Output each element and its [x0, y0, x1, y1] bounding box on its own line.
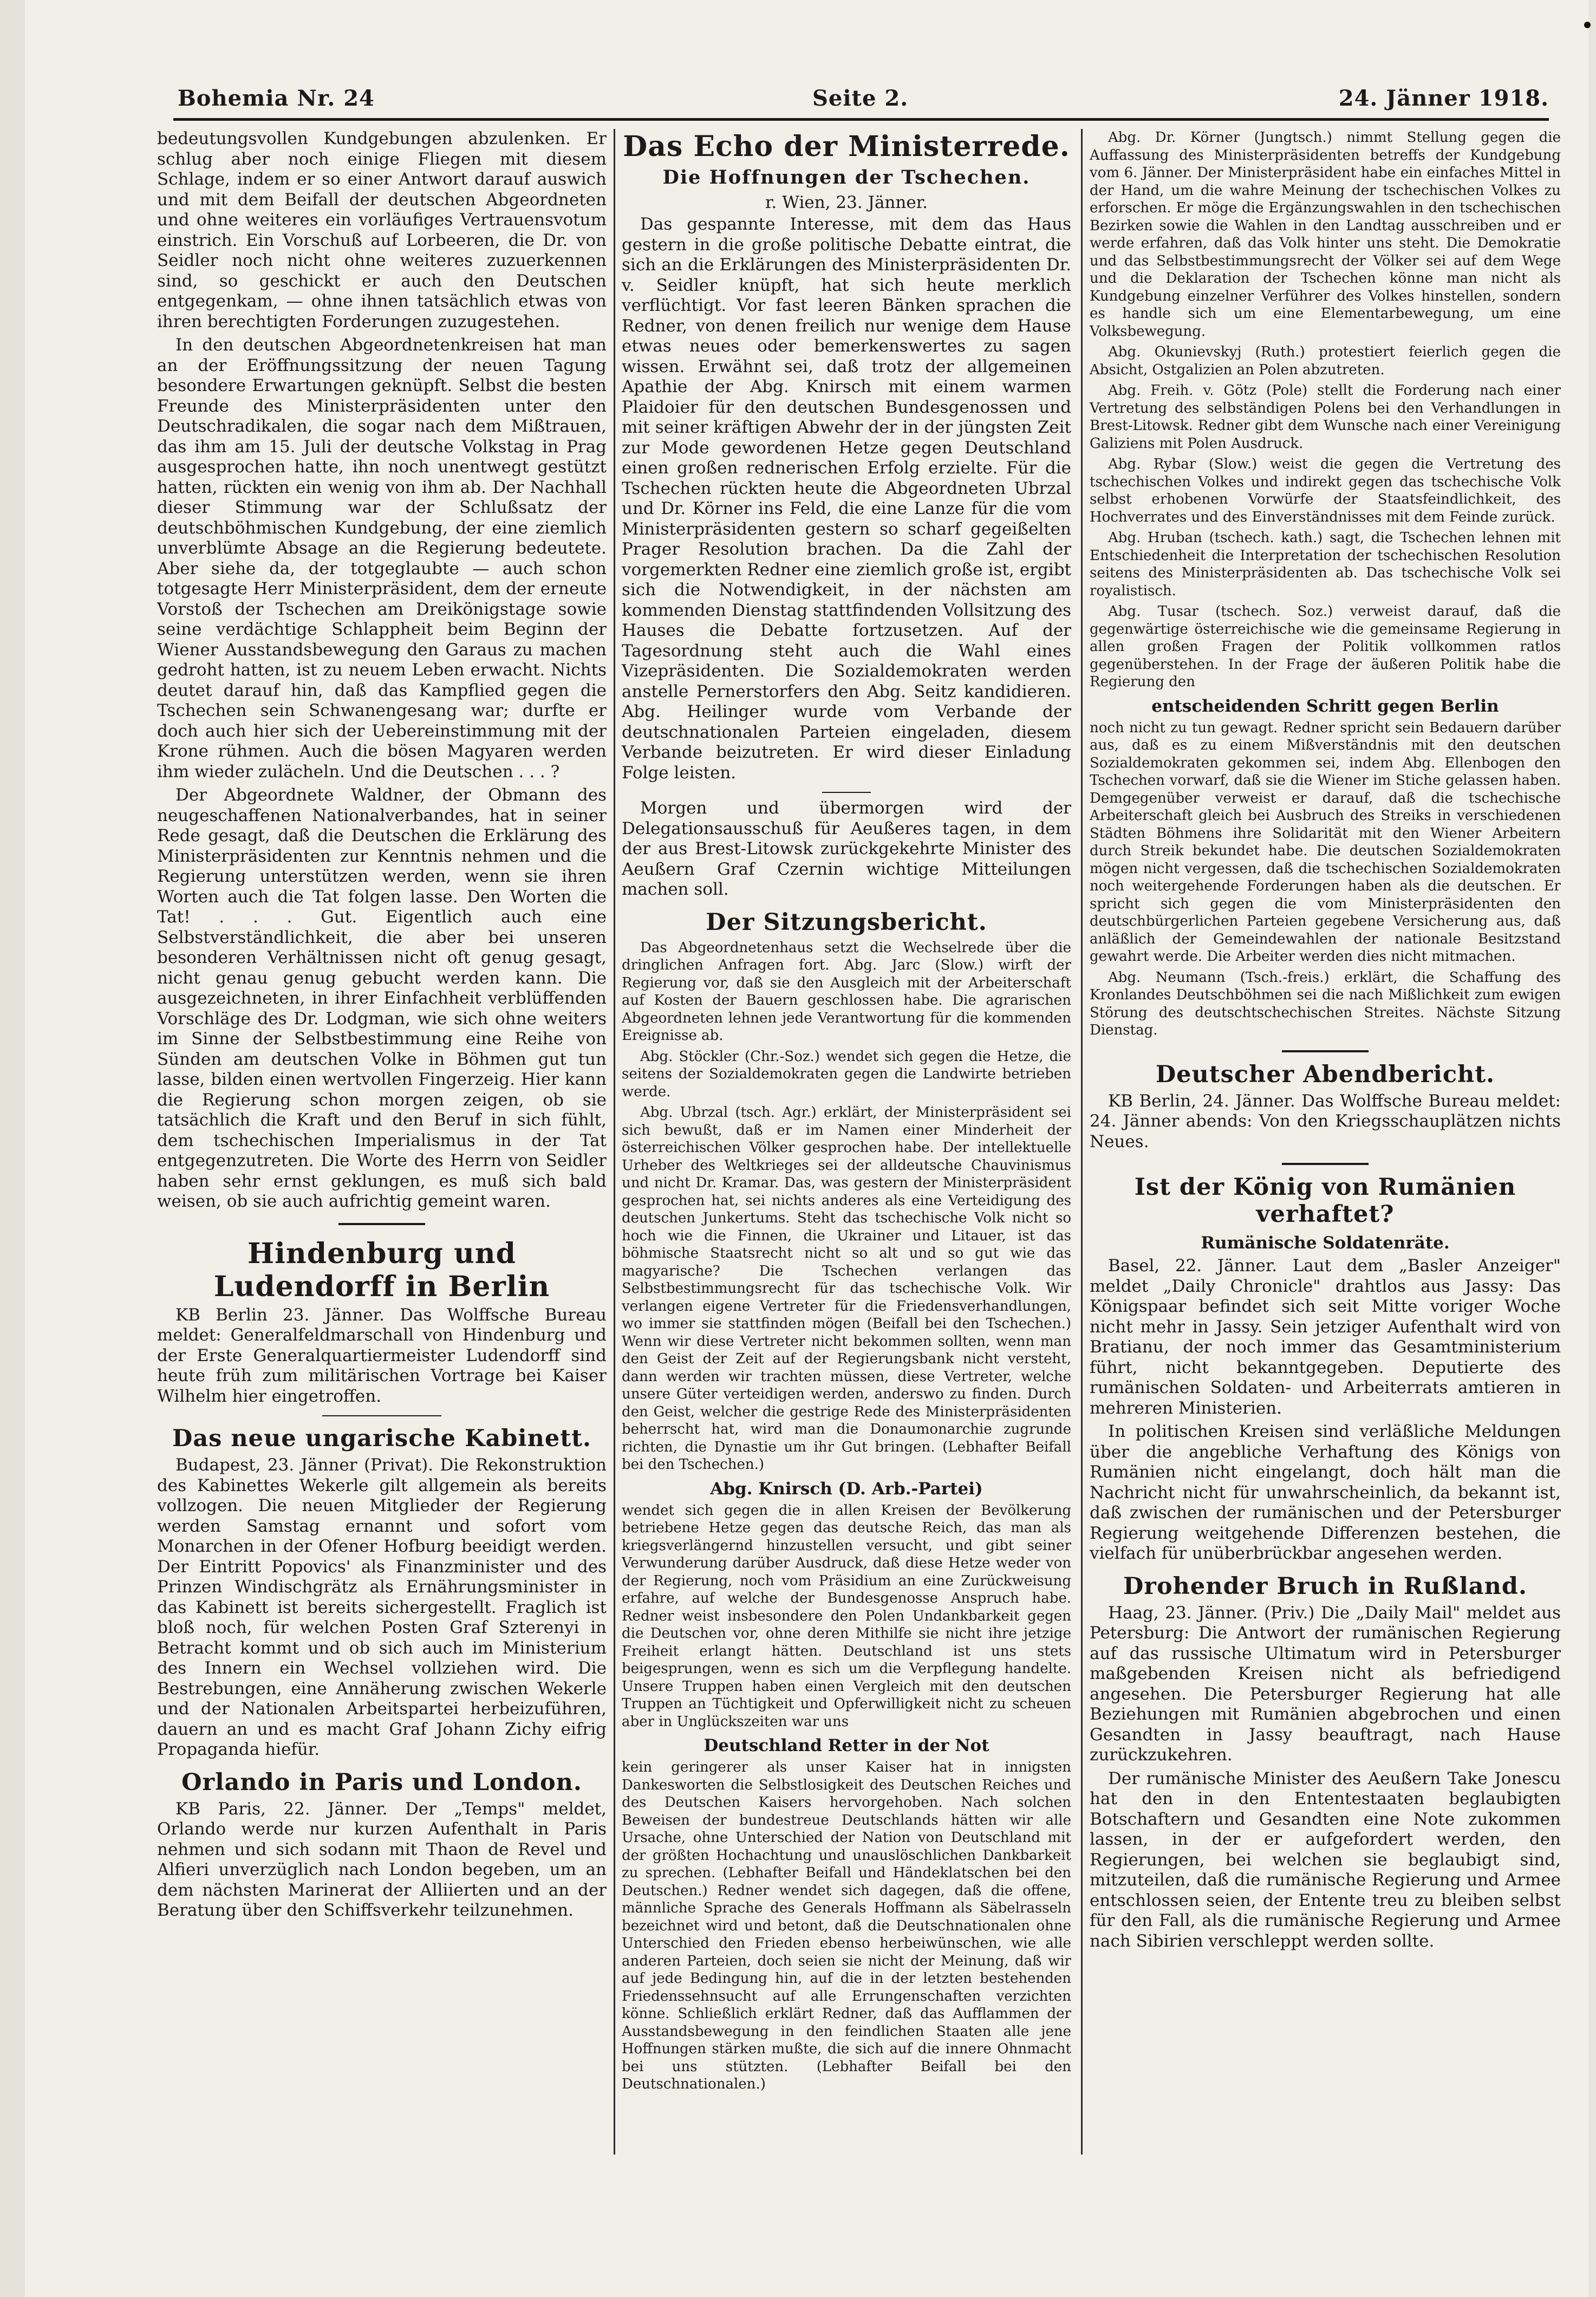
session-report: noch nicht zu tun gewagt. Redner spricht sein Bedauern darüber aus, daß es zu einem Mißverständnis mit den deutschen Sozialdemokraten gekommen sei, indem Abg. Ellenbogen den Tschechen vorwarf, daß sie die Wiener im Stiche gelassen haben. Demgegenüber verweist er darauf, daß die tschechische Arbeiterschaft gleich bei Ausbruch des Streiks in verschiedenen Städten Böhmens ihre Solidarität mit den Wiener Arbeitern durch Streik bekundet habe. Die deutschen Sozialdemokraten mögen nicht vergessen, daß die tschechischen Sozialdemokraten noch weitergehende Forderungen haben als die deutschen. Er spricht sich gegen die vom Ministerpräsidenten den deutschbürgerlichen Parteien gegebene Versicherung aus, daß anläßlich der Gemeindewahlen der nationale Besitzstand gewahrt werde. Die Arbeiter werden dies nicht mitmachen.: [1090, 719, 1561, 965]
headline-kabinett: Das neue ungarische Kabinett.: [172, 1425, 591, 1452]
section-separator: [338, 1223, 425, 1225]
session-report: Abg. Okunievskyj (Ruth.) protestiert feierlich gegen die Absicht, Ostgalizien an Polen abzutreten.: [1090, 344, 1561, 378]
section-separator: [322, 1415, 441, 1416]
article-paragraph: Morgen und übermorgen wird der Delegationsausschuß für Aeußeres tagen, in dem der aus Brest-Litowsk zurückgekehrte Minister des Aeußern Graf Czernin wichtige Mitteilungen machen soll.: [622, 798, 1071, 899]
column-1: [157, 129, 607, 1924]
article-paragraph: Das gespannte Interesse, mit dem das Haus gestern in die große politische Debatte eintrat, die sich an die Erklärungen des Ministerpräsidenten Dr. v. Seidler knüpft, hat sich heute merklich verflüchtigt. Vor fast leeren Bänken sprachen die Redner, von denen freilich nur wenige dem Hause etwas neues oder bemerkenswertes zu sagen wissen. Erwähnt sei, daß trotz der allgemeinen Apathie der Abg. Knirsch mit einem warmen Plaidoier für den deutschen Bundesgenossen und mit seiner kräftigen Abwehr der in der jüngsten Zeit zur Mode gewordenen Hetze gegen Deutschland einen großen rednerischen Erfolg erzielte. Für die Tschechen rückten heute die Abgeordneten Ubrzal und Dr. Körner ins Feld, die eine Lanze für die vom Ministerpräsidenten gestern so scharf gegeißelten Prager Resolution brachen. Da die Zahl der vorgemerkten Redner eine ziemlich große ist, ergibt sich die Notwendigkeit, in der nächsten am kommenden Dienstag stattfindenden Vollsitzung des Hauses die Debatte fortzusetzen. Auf der Tagesordnung steht auch die Wahl eines Vizepräsidenten. Die Sozialdemokraten werden anstelle Pernerstorfers den Abg. Seitz kandidieren. Abg. Heilinger wurde vom Verbande der deutschnationalen Parteien eingeladen, diesem Verbande beizutreten. Er wird dieser Einladung Folge leisten.: [622, 214, 1071, 783]
scan-left-edge: [0, 0, 25, 2297]
page-header: [173, 80, 1549, 118]
column-2: [622, 129, 1071, 2097]
session-report: Abg. Hruban (tschech. kath.) sagt, die Tschechen lehnen mit Entschiedenheit die Interpretation der tschechischen Resolution seitens des Ministerpräsidenten ab. Das tschechische Volk sei royalistisch.: [1090, 530, 1561, 599]
news-item: KB Berlin 23. Jänner. Das Wolffsche Bureau meldet: Generalfeldmarschall von Hindenburg und der Erste Generalquartiermeister Ludendorff sind heute früh zum militärischen Vortrage bei Kaiser Wilhelm hier eingetroffen.: [157, 1305, 607, 1406]
session-report: Abg. Dr. Körner (Jungtsch.) nimmt Stellung gegen die Auffassung des Ministerpräsidenten betreffs der Kundgebung vom 6. Jänner. Der Ministerpräsident habe ein einfaches Mittel in der Hand, um die wahre Meinung der tschechischen Volkes zu erforschen. Er möge die Ergänzungswahlen in den tschechischen Bezirken sowie die Wahlen in den Landtag ausschreiben und er werde erfahren, daß das Volk hinter uns steht. Die Demokratie und das Selbstbestimmungsrecht der Völker sei auf dem Wege und die Deklaration der Tschechen könne man nicht als Kundgebung einzelner Verführer des Volkes hinstellen, sondern es handle sich um eine Elementarbewegung, um eine Volksbewegung.: [1090, 129, 1561, 340]
page-number: Seite 2.: [812, 86, 909, 111]
subheadline-soldatenraete: Rumänische Soldatenräte.: [1201, 1233, 1450, 1253]
article-continuation: bedeutungsvollen Kundgebungen abzulenken. Er schlug aber noch einige Fliegen mit diesem Schlage, indem er so einer Antwort darauf auswich und mit dem Beifall der deutschen Abgeordneten und ohne weiteres ein vorläufiges Vertrauensvotum einstrich. Ein Vorschuß auf Lorbeeren, die Dr. von Seidler noch nicht ohne weiteres zuzuerkennen sind, so geschickt er auch den Deutschen entgegenkam, — ohne ihnen tatsächlich etwas von ihren berechtigten Forderungen zuzugestehen.: [157, 129, 607, 331]
article-paragraph: In den deutschen Abgeordnetenkreisen hat man an der Eröffnungssitzung der neuen Tagung besondere Erwartungen geknüpft. Selbst die besten Freunde des Ministerpräsidenten unter den Deutschradikalen, die sogar nach dem Mißtrauen, das ihm am 15. Juli der deutsche Volkstag in Prag ausgesprochen hatte, ihn noch unentwegt gestützt hatten, rückten ein wenig von ihm ab. Der Nachhall dieser Stimmung war der Schlußsatz der deutschböhmischen Kundgebung, der eine ziemlich unverblümte Absage an die Regierung bedeutete. Aber siehe da, der totgeglaubte — auch schon totgesagte Herr Ministerpräsident, dem der erneute Vorstoß der Tschechen am Dreikönigstage sowie seine verdächtige Schlappheit beim Beginn der Wiener Ausstandsbewegung den Garaus zu machen gedroht hatten, ist zu neuem Leben erwacht. Nichts deutet darauf hin, daß das Kampflied gegen die Tschechen sein Schwanengesang war; durfte er doch auch hier sich der Uebereinstimmung mit der Krone rühmen. Auch die bösen Magyaren werden ihm wieder zulächeln. Und die Deutschen . . . ?: [157, 335, 607, 782]
column-divider-2: [1081, 129, 1083, 2155]
article-paragraph: Der Abgeordnete Waldner, der Obmann des neugeschaffenen Nationalverbandes, hat in seiner Rede gesagt, daß die Deutschen die Erklärung des Ministerpräsidenten zur Kenntnis nehmen und die Regierung unterstützen werden, wenn sie ihren Worten auch die Tat folgen lasse. Den Worten die Tat! . . . Gut. Eigentlich auch eine Selbstverständlichkeit, die aber bei unseren besonderen Verhältnissen nicht oft genug gesagt, nicht genau genug gebucht werden kann. Die ausgezeichneten, in ihrer Einfachheit verblüffenden Vorschläge des Dr. Lodgman, wie sich ohne weiters im Sinne der Selbstbestimmung eine Reihe von Sünden am deutschen Volke in Böhmen gut tun lasse, bilden einen wertvollen Fingerzeig. Hier kann die Regierung schon morgen zeigen, ob sie tatsächlich die Kraft und den Beruf in sich fühlt, dem tschechischen Imperialismus in der Tat entgegenzutreten. Die Worte des Herrn von Seidler haben sehr ernst geklungen, es muß sich bald weisen, ob sie auch aufrichtig gemeint waren.: [157, 785, 607, 1211]
session-report: kein geringerer als unser Kaiser hat in innigsten Dankesworten die Selbstlosigkeit des Deutschen Reiches und des Deutschen Kaisers hervorgehoben. Nach solchen Beweisen der bundestreue Deutschlands hätten wir alle Ursache, ohne Unterschied der Nation von Deutschland mit der größten Hochachtung und unauslöschlichen Dankbarkeit zu sprechen. (Lebhafter Beifall und Händeklatschen bei den Deutschen.) Redner wendet sich dagegen, daß die offene, männliche Sprache des Generals Hoffmann als Säbelrasseln bezeichnet wird und betont, daß die Deutschnationalen ohne Unterschied den Frieden ebenso herbeiwünschen, wie alle anderen Parteien, doch seien sie nicht der Meinung, daß wir auf jede Bedingung hin, auf die in der letzten bestehenden Friedenssehnsucht auf alle Errungenschaften verzichten könne. Schließlich erklärt Redner, daß das Aufflammen der Ausstandsbewegung in den feindlichen Staaten alle jene Hoffnungen stärken mußte, die sich auf die innere Ohnmacht bei uns stützten. (Lebhafter Beifall bei den Deutschnationalen.): [622, 1759, 1071, 2092]
session-report: wendet sich gegen die in allen Kreisen der Bevölkerung betriebene Hetze gegen das deutsche Reich, das man als kriegsverlängernd hinzustellen versucht, und gibt seiner Verwunderung darüber Ausdruck, daß diese Hetze weder von der Regierung, noch vom Präsidium an eine Zurückweisung erfahre, auf welche der Bundesgenosse Anspruch habe. Redner weist insbesondere den Polen Undankbarkeit gegen die Deutschen vor, ohne deren Mithilfe sie nicht ihre jetzige Freiheit erlangt hätten. Deutschland ist uns stets beigesprungen, wenn es sich um die Verpflegung handelte. Unsere Truppen haben einen Vergleich mit den deutschen Truppen an Tüchtigkeit und Opferwilligkeit nicht zu scheuen aber in Unglückszeiten war uns: [622, 1502, 1071, 1730]
news-item: Budapest, 23. Jänner (Privat). Die Rekonstruktion des Kabinettes Wekerle gilt allgemein als bereits vollzogen. Die neuen Mitglieder der Regierung werden Samstag ernannt und sofort vom Monarchen in der Ofener Hofburg beeidigt werden. Der Eintritt Popovics' als Finanzminister und des Prinzen Windischgrätz als Ernährungsminister in das Kabinett ist bereits sichergestellt. Fraglich ist bloß noch, für welchen Posten Graf Szterenyi in Betracht kommt und ob sich auch im Ministerium des Innern ein Wechsel vollziehen wird. Die Bestrebungen, eine Annäherung zwischen Wekerle und der Nationalen Arbeitspartei herbeizuführen, dauern an und es macht Graf Johann Zichy eifrig Propaganda hiefür.: [157, 1455, 607, 1759]
subheadline-schritt: entscheidenden Schritt gegen Berlin: [1151, 696, 1499, 716]
session-report: Das Abgeordnetenhaus setzt die Wechselrede über die dringlichen Anfragen fort. Abg. Jarc (Slow.) wirft der Regierung vor, daß sie den Ausgleich mit der Arbeiterschaft auf Kosten der Bauern geschlossen habe. Die agrarischen Abgeordneten lehnen jede Verantwortung für die kommenden Ereignisse ab.: [622, 939, 1071, 1044]
section-separator: [1282, 1050, 1369, 1052]
session-report: Abg. Freih. v. Götz (Pole) stellt die Forderung nach einer Vertretung des selbständigen Polens bei den Verhandlungen in Brest-Litowsk. Redner gibt dem Wunsche nach einer Vereinigung Galiziens mit Polen Ausdruck.: [1090, 382, 1561, 452]
session-report: Abg. Neumann (Tsch.-freis.) erklärt, die Schaffung des Kronlandes Deutschböhmen sei die nach Mißlichkeit zum ewigen Störung des deutschtschechischen Streites. Nächste Sitzung Dienstag.: [1090, 969, 1561, 1038]
section-separator: [1282, 1163, 1369, 1165]
headline-orlando: Orlando in Paris und London.: [181, 1768, 582, 1796]
column-3: [1090, 129, 1561, 1955]
headline-koenig: Ist der König von Rumänien verhaftet?: [1134, 1174, 1516, 1228]
headline-sitzungsbericht: Der Sitzungsbericht.: [706, 908, 987, 936]
headline-hindenburg: Hindenburg und Ludendorff in Berlin: [213, 1237, 550, 1303]
issue-date: 24. Jänner 1918.: [1338, 86, 1549, 111]
headline-abendbericht: Deutscher Abendbericht.: [1155, 1060, 1495, 1088]
ink-spot: [1584, 22, 1591, 28]
subheadline-retter: Deutschland Retter in der Not: [703, 1736, 989, 1755]
section-separator: [822, 792, 871, 793]
masthead-issue: Bohemia Nr. 24: [178, 86, 375, 111]
dateline: r. Wien, 23. Jänner.: [765, 193, 928, 212]
column-divider-1: [614, 129, 615, 2155]
header-rule: [173, 118, 1549, 121]
scan-right-edge: [1588, 0, 1596, 2297]
headline-echo: Das Echo der Ministerrede.: [623, 130, 1070, 163]
session-report: Abg. Stöckler (Chr.-Soz.) wendet sich gegen die Hetze, die seitens der Sozialdemokraten gegen die Landwirte betrieben werde.: [622, 1048, 1071, 1100]
session-report: Abg. Ubrzal (tsch. Agr.) erklärt, der Ministerpräsident sei sich bewußt, daß er im Namen einer Minderheit der österreichischen Völker gesprochen habe. Der intellektuelle Urheber des Weltkrieges sei der alldeutsche Chauvinismus und nicht Dr. Kramar. Das, was gestern der Ministerpräsident gesprochen hat, sei nichts anderes als eine Verteidigung des deutschen Junkertums. Steht das tschechische Volk nicht so hoch wie die Finnen, die Ukrainer und Litauer, ist das böhmische Staatsrecht nicht so alt und so gut wie das magyarische? Die Tschechen verlangen das Selbstbestimmungsrecht für das tschechische Volk. Wir verlangen eigene Vertreter für die Friedensverhandlungen, wo immer sie stattfinden mögen (Beifall bei den Tschechen.) Wenn wir diese Vertreter nicht bekommen sollten, wenn man den Geist der Zeit auf der Regierungsbank nicht versteht, dann werden wir trachten müssen, diese Vertreter, welche unsere Güter verteidigen werden, anderswo zu finden. Durch den Geist, welcher die gestrige Rede des Ministerpräsidenten beherrscht hat, wird man die Donaumonarchie zugrunde richten, die Dynastie um ihr Gut bringen. (Lebhafter Beifall bei den Tschechen.): [622, 1104, 1071, 1473]
news-item: KB Paris, 22. Jänner. Der „Temps" meldet, Orlando werde nur kurzen Aufenthalt in Paris nehmen und sich sodann mit Thaon de Revel und Alfieri unverzüglich nach London begeben, um an dem nächsten Marinerat der Alliierten und an der Beratung über den Schiffsverkehr teilzunehmen.: [157, 1799, 607, 1920]
news-item: Der rumänische Minister des Aeußern Take Jonescu hat den in den Ententestaaten beglaubigten Botschaftern und Gesandten eine Note zukommen lassen, in der er aufgefordert werden, den Regierungen, bei welchen sie beglaubigt sind, mitzuteilen, daß die rumänische Regierung und Armee entschlossen seien, der Entente treu zu bleiben selbst für den Fall, als die rumänische Regierung und Armee nach Sibirien verschleppt werden sollte.: [1090, 1768, 1561, 1951]
session-report: Abg. Rybar (Slow.) weist die gegen die Vertretung des tschechischen Volkes und indirekt gegen das tschechische Volk selbst erhobenen Vorwürfe der Staatsfeindlichkeit, des Hochverrates und des Einverständnisses mit dem Feinde zurück.: [1090, 456, 1561, 525]
news-item: In politischen Kreisen sind verläßliche Meldungen über die angebliche Verhaftung des Königs von Rumänien nicht eingelangt, doch hält man die Nachricht nicht für unwahrscheinlich, da bekannt ist, daß zwischen der rumänischen und der Petersburger Regierung weitgehende Differenzen bestehen, die vielfach für unüberbrückbar angesehen werden.: [1090, 1422, 1561, 1563]
session-report: Abg. Tusar (tschech. Soz.) verweist darauf, daß die gegenwärtige österreichische wie die gemeinsame Regierung in allen großen Fragen der Politik vollkommen ratlos gegenüberstehen. In der Frage der äußeren Politik habe die Regierung den: [1090, 603, 1561, 690]
subheadline-knirsch: Abg. Knirsch (D. Arb.-Partei): [710, 1479, 983, 1499]
news-item: Basel, 22. Jänner. Laut dem „Basler Anzeiger" meldet „Daily Chronicle" drahtlos aus Jassy: Das Königspaar befindet sich seit Mitte voriger Woche nicht mehr in Jassy. Sein jetziger Aufenthalt wird von Bratianu, der noch immer das Gesamtministerium führt, nicht bekanntgegeben. Deputierte des rumänischen Soldaten- und Arbeiterrats amtieren in mehreren Ministerien.: [1090, 1256, 1561, 1418]
news-item: Haag, 23. Jänner. (Priv.) Die „Daily Mail" meldet aus Petersburg: Die Antwort der rumänischen Regierung auf das russische Ultimatum wird in Petersburger maßgebenden Kreisen nicht als befriedigend angesehen. Die Petersburger Regierung hat alle Beziehungen mit Rumänien abgebrochen und einen Gesandten in Jassy beauftragt, nach Hause zurückzukehren.: [1090, 1603, 1561, 1765]
subheadline-hoffnungen: Die Hoffnungen der Tschechen.: [662, 166, 1031, 188]
headline-bruch: Drohender Bruch in Rußland.: [1123, 1572, 1527, 1600]
news-item: KB Berlin, 24. Jänner. Das Wolffsche Bureau meldet: 24. Jänner abends: Von den Kriegsschauplätzen nichts Neues.: [1090, 1091, 1561, 1151]
